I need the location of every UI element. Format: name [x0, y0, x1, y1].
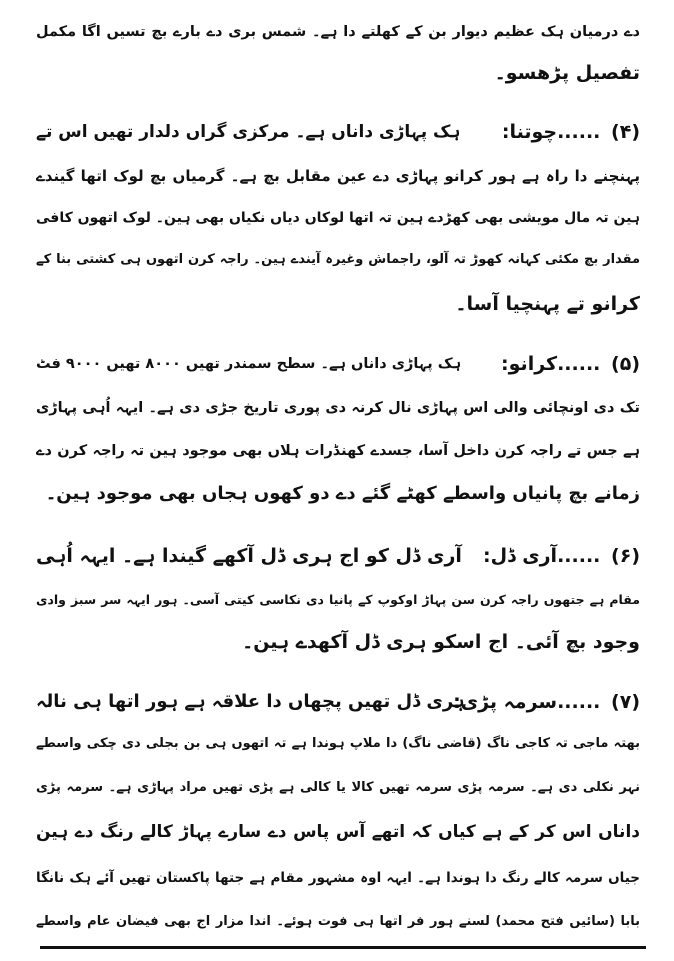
section-number-6: (۶)	[611, 545, 640, 567]
text-line-19: جیاں سرمہ کالے رنگ دا ہوندا ہے۔ ایہہ اوہ مشہور مقام ہے جتھا پاکستان تھیں آئے ہک نانگا	[36, 870, 640, 886]
text-line-1: دے درمیان ہک عظیم دیوار بن کے کھلتے دا ہے۔ شمس بری دے بارے بچ تسیں اگا مکمل	[36, 24, 640, 40]
text-line-11: زمانے بچ پانیاں واسطے کھٹے گئے دے دو کھوں ہجاں بھی موجود ہین۔	[45, 483, 640, 504]
section-heading-7	[453, 684, 640, 720]
footer-rule	[40, 946, 646, 949]
text-line-15: ہری ڈل تھیں پچھاں دا علاقہ ہے ہور اتھا ہی نالہ	[36, 691, 465, 712]
text-line-2: تفصیل پڑھسو۔	[494, 62, 640, 84]
text-line-7: کرانو تے پہنچیا آسا۔	[455, 293, 640, 315]
text-line-17: نہر نکلی دی ہے۔ سرمہ پڑی سرمہ تھیں کالا یا کالی ہے پڑی تھیں مراد پہاڑی ہے۔ سرمہ پڑی	[36, 780, 640, 795]
section-number-5: (۵)	[611, 353, 640, 375]
text-line-16: بھتہ ماجی تہ کاجی ناگ (قاضی ناگ) دا ملاپ ہوندا ہے تہ اتھوں ہی بن بجلی دی چکی واسطے	[36, 736, 640, 751]
text-line-12: آری ڈل کو اج ہری ڈل آکھے گیندا ہے۔ ایہہ اُہی	[36, 545, 462, 567]
section-heading-6	[483, 538, 640, 574]
text-line-13: مقام ہے جتھوں راجہ کرن سن پہاڑ اوکوپ کے پانیا دی نکاسی کیتی آسی۔ ہور ایہہ سر سبز وادی	[36, 592, 640, 607]
section-title-4: ......چوتنا:	[501, 121, 601, 143]
section-number-4: (۴)	[611, 121, 640, 143]
text-line-4: پہنچنے دا راہ ہے ہور کرانو پہاڑی دے عین مقابل بچ ہے۔ گرمیاں بچ لوک اتھا گیندے	[36, 167, 640, 185]
text-line-8: ہک پہاڑی داناں ہے۔ سطح سمندر تھیں ۸۰۰۰ تھیں ۹۰۰۰ فٹ	[36, 356, 462, 372]
text-line-20: بابا (سائیں فتح محمد) لسنے ہور فر اتھا ہی فوت ہوئے۔ اندا مزار اج بھی فیضان عام واسطے	[36, 914, 640, 929]
text-line-18: داناں اس کر کے ہے کیاں کہ اتھے آس پاس دے سارے پہاڑ کالے رنگ دے ہین	[36, 822, 640, 842]
text-line-6: مقدار بچ مکئی کہانہ کھوڑ تہ آلو، راجماش وغیرہ آیندے ہین۔ راجہ کرن اتھوں ہی کشتی بنا کے	[36, 252, 640, 267]
section-heading-4	[502, 114, 640, 150]
text-line-5: ہین تہ مال مویشی بھی کھڑدے ہین تہ اتھا لوکاں دیاں نکیاں بھی ہین۔ لوک اتھوں کافی	[36, 210, 640, 226]
section-number-7: (۷)	[611, 691, 640, 713]
text-line-10: ہے جس تے راجہ کرن داخل آسا، جسدے کھنڈرات ہلاں بھی موجود ہین تہ راجہ کرن دے	[36, 443, 640, 459]
document-page	[36, 8, 640, 948]
section-title-6: ......آری ڈل:	[483, 545, 601, 567]
section-heading-5	[501, 346, 640, 382]
text-line-3: ہک پہاڑی داناں ہے۔ مرکزی گراں دلدار تھیں اس تے	[36, 122, 461, 142]
section-title-7: ......سرمہ پڑی:	[453, 691, 601, 713]
section-title-5: ......کرانو:	[501, 353, 601, 375]
text-line-9: تک دی اونچائی والی اس پہاڑی نال کرنہ دی پوری تاریخ جڑی دی ہے۔ ایہہ اُہی پہاڑی	[36, 400, 640, 416]
text-line-14: وجود بچ آئی۔ اج اسکو ہری ڈل آکھدے ہین۔	[242, 631, 640, 653]
